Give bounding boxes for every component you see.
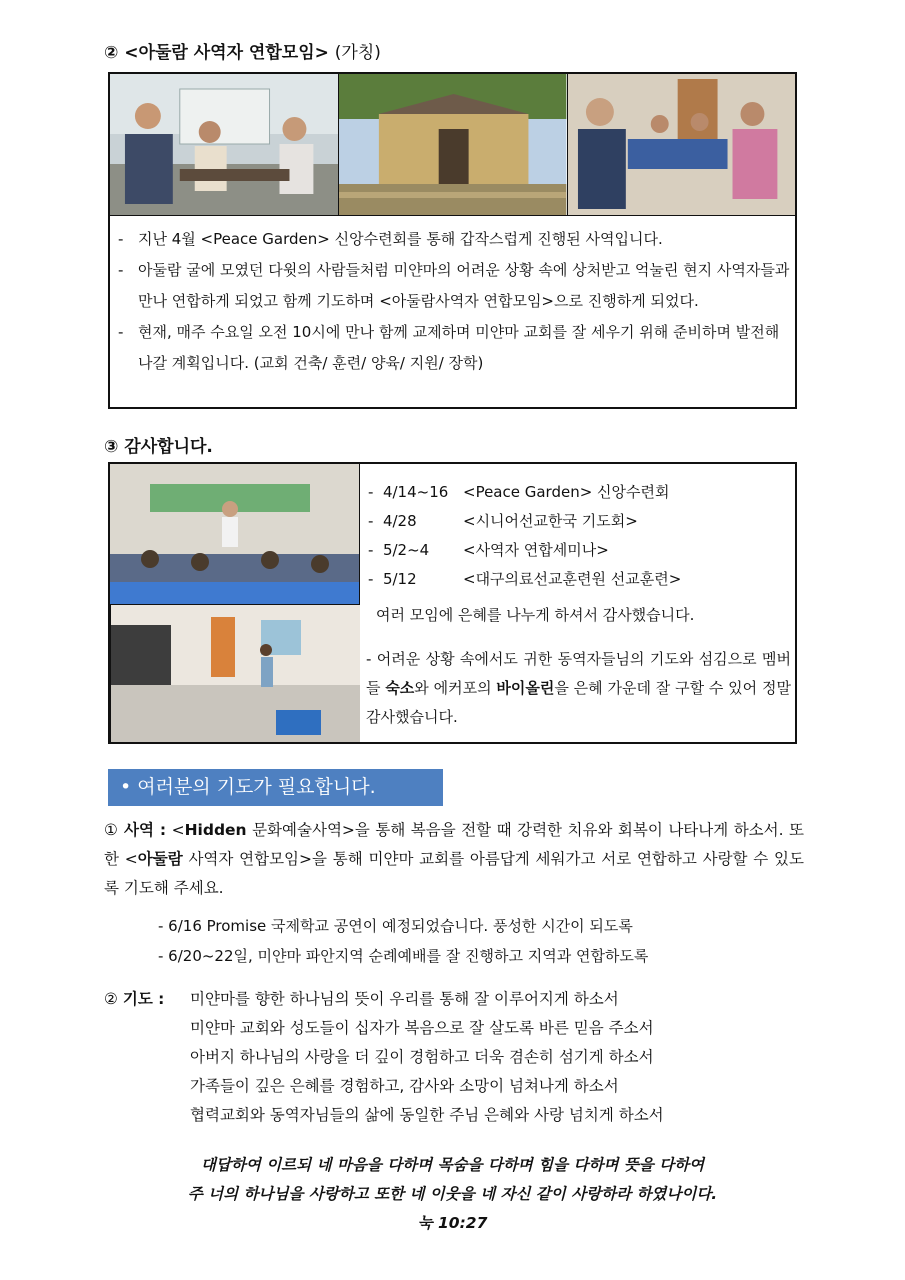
bible-verse [0,1151,905,1238]
ministry-label: 사역 : [123,821,167,839]
ministry-num: ① [104,821,119,839]
prayer-line: 미얀마 교회와 성도들이 십자가 복음으로 잘 살도록 바른 믿음 주소서 [190,1019,654,1037]
verse-reference: 눅 10:27 [417,1214,488,1232]
prayer-lines [190,985,664,1130]
thanks-bold: 바이올린 [496,679,555,697]
section2-title-sub: (가칭) [334,43,381,63]
prayer-banner: • 여러분의 기도가 필요합니다. [108,769,443,806]
prayer-label [104,985,164,1014]
section2-heading [104,38,381,63]
photo-empty-room [110,605,360,742]
schedule-item: - 6/16 Promise 국제학교 공연이 예정되었습니다. 풍성한 시간이 되도록 [158,917,633,935]
section3-heading: ③ 감사합니다. [104,437,213,457]
event-item [368,536,681,565]
ministry-text: 사역자 연합모임>을 통해 미얀마 교회를 아름답게 세워가고 서로 연합하고 사랑할 수 있도록 기도해 주세요. [104,850,804,897]
prayer-line: 아버지 하나님의 사랑을 더 깊이 경험하고 더욱 겸손히 섬기게 하소서 [190,1048,654,1066]
ministry-text: < [166,821,185,839]
section2-box [108,72,797,409]
section2-bullet: - 지난 4월 <Peace Garden> 신앙수련회를 통해 갑작스럽게 진행된 사역입니다. [116,224,792,255]
event-item [368,507,681,536]
verse-line: 대답하여 이르되 네 마음을 다하며 목숨을 다하며 힘을 다하며 뜻을 다하여 [200,1156,705,1174]
event-date: - 4/28 [368,507,463,536]
event-item [368,478,681,507]
thanks-text: 와 에커포의 [414,679,497,697]
event-text: <사역자 연합세미나> [463,541,609,559]
section3-box [108,462,797,744]
prayer-line: 가족들이 깊은 은혜를 경험하고, 감사와 소망이 넘쳐나게 하소서 [190,1077,619,1095]
photo-group-meeting [567,74,795,215]
photo-meeting-room [110,74,338,215]
event-date: - 5/2~4 [368,536,463,565]
thanks-text: - 어려운 상황 속에서도 귀한 동역자들님의 기도와 섬김으로 멤버들 [366,650,791,697]
section2-photos [110,74,795,216]
event-date: - 4/14~16 [368,478,463,507]
photo-bamboo-house [338,74,566,215]
event-text: <대구의료선교훈련원 선교훈련> [463,570,682,588]
prayer-line: 협력교회와 동역자님들의 삶에 동일한 주님 은혜와 사랑 넘치게 하소서 [190,1106,664,1124]
ministry-bold: 아둘람 [137,850,183,868]
thanks-line: 여러 모임에 은혜를 나누게 하셔서 감사했습니다. [376,606,695,624]
prayer-line: 미얀마를 향한 하나님의 뜻이 우리를 통해 잘 이루어지게 하소서 [190,990,619,1008]
event-item [368,565,681,594]
event-date: - 5/12 [368,565,463,594]
verse-line: 주 너의 하나님을 사랑하고 또한 네 이웃을 네 자신 같이 사랑하라 하였나이다. [187,1185,718,1203]
section3-photos [110,464,360,742]
event-list [368,478,681,594]
section2-title: ② <아둘람 사역자 연합모임> [104,43,329,63]
prayer-label-text: 기도 : [122,990,165,1008]
section2-bullet: - 아둘람 굴에 모였던 다윗의 사람들처럼 미얀마의 어려운 상황 속에 상처받고 억눌린 현지 사역자들과 만나 연합하게 되었고 함께 기도하며 <아둘람사역자 연합모임>으로 진행하게 되었다. [116,255,792,317]
schedule-item: - 6/20~22일, 미얀마 파안지역 순례예배를 잘 진행하고 지역과 연합하도록 [158,947,649,965]
event-text: <Peace Garden> 신앙수련회 [463,483,670,501]
thanks-text: 을 은혜 가운데 잘 구할 수 있어 정말 감사했습니다. [366,679,791,726]
photo-classroom [110,464,359,605]
section2-bullets [116,224,792,379]
thanks-bold: 숙소 [385,679,415,697]
ministry-bold: Hidden [184,821,247,839]
ministry-paragraph [104,816,804,903]
prayer-num: ② [104,990,118,1008]
section2-bullet: - 현재, 매주 수요일 오전 10시에 만나 함께 교제하며 미얀마 교회를 잘 세우기 위해 준비하며 발전해 나갈 계획입니다. (교회 건축/ 훈련/ 양육/ 지원/ 장학) [116,317,792,379]
schedule-list [158,911,648,971]
ministry-text: 문화예술사역>을 통해 복음을 전할 때 강력한 치유와 회복이 나타나게 하소서. 또한 < [104,821,805,868]
thanks-paragraph [366,645,791,732]
event-text: <시니어선교한국 기도회> [463,512,638,530]
